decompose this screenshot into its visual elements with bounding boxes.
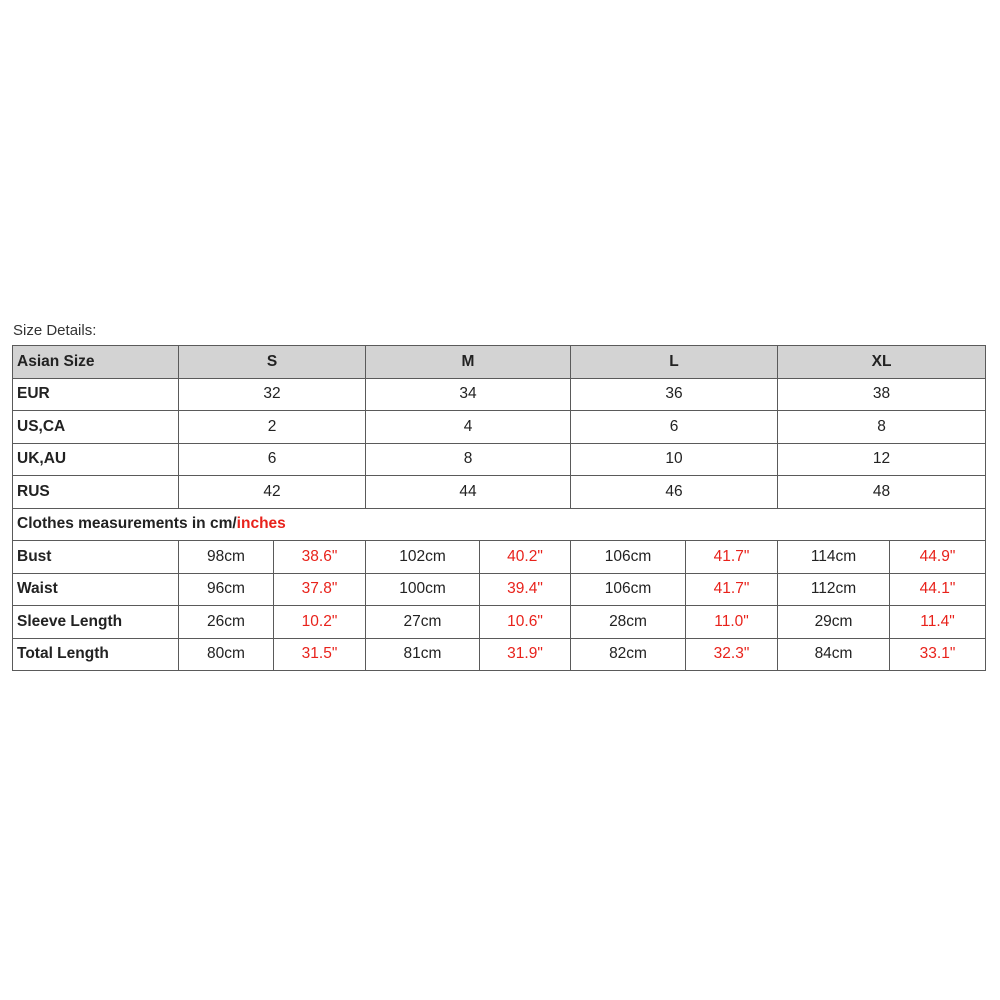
measurement-row-waist [13,573,986,606]
cm-cell: 112cm [778,573,890,606]
table-cell: 4 [366,411,571,444]
cm-cell: 29cm [778,606,890,639]
cm-cell: 106cm [571,541,686,574]
measurements-heading-prefix: Clothes measurements in cm/ [17,515,237,533]
inch-cell: 44.9" [890,541,986,574]
row-label: UK,AU [13,443,179,476]
row-label: EUR [13,378,179,411]
cm-cell: 82cm [571,638,686,671]
row-label: RUS [13,476,179,509]
measurements-heading [13,508,986,541]
table-cell: 34 [366,378,571,411]
conversion-row-eur [13,378,986,411]
row-label: Bust [13,541,179,574]
size-chart-table [12,345,986,671]
measurements-heading-row [13,508,986,541]
table-cell: 46 [571,476,778,509]
size-header-row [13,346,986,379]
table-cell: 2 [179,411,366,444]
inch-cell: 41.7" [686,573,778,606]
size-header-s: S [179,346,366,379]
cm-cell: 96cm [179,573,274,606]
conversion-row-us-ca [13,411,986,444]
inch-cell: 33.1" [890,638,986,671]
cm-cell: 84cm [778,638,890,671]
conversion-row-rus [13,476,986,509]
table-cell: 48 [778,476,986,509]
table-cell: 12 [778,443,986,476]
cm-cell: 114cm [778,541,890,574]
measurement-row-total-length [13,638,986,671]
inch-cell: 11.0" [686,606,778,639]
cm-cell: 100cm [366,573,480,606]
measurement-row-bust [13,541,986,574]
row-label: Waist [13,573,179,606]
cm-cell: 80cm [179,638,274,671]
cm-cell: 27cm [366,606,480,639]
table-cell: 42 [179,476,366,509]
size-header-xl: XL [778,346,986,379]
size-header-m: M [366,346,571,379]
measurement-row-sleeve-length [13,606,986,639]
table-cell: 8 [778,411,986,444]
size-details-caption: Size Details: [13,322,97,339]
inch-cell: 32.3" [686,638,778,671]
table-cell: 6 [179,443,366,476]
inch-cell: 10.2" [274,606,366,639]
row-label: Total Length [13,638,179,671]
cm-cell: 26cm [179,606,274,639]
table-cell: 38 [778,378,986,411]
table-cell: 6 [571,411,778,444]
inch-cell: 37.8" [274,573,366,606]
table-cell: 32 [179,378,366,411]
cm-cell: 106cm [571,573,686,606]
inch-cell: 40.2" [480,541,571,574]
row-label: US,CA [13,411,179,444]
inch-cell: 38.6" [274,541,366,574]
cm-cell: 81cm [366,638,480,671]
table-cell: 8 [366,443,571,476]
inch-cell: 10.6" [480,606,571,639]
inch-cell: 41.7" [686,541,778,574]
inch-cell: 11.4" [890,606,986,639]
measurements-heading-highlight: inches [236,515,286,533]
inch-cell: 44.1" [890,573,986,606]
table-cell: 44 [366,476,571,509]
inch-cell: 31.9" [480,638,571,671]
size-header-label: Asian Size [13,346,179,379]
table-cell: 36 [571,378,778,411]
cm-cell: 28cm [571,606,686,639]
inch-cell: 39.4" [480,573,571,606]
cm-cell: 102cm [366,541,480,574]
row-label: Sleeve Length [13,606,179,639]
table-cell: 10 [571,443,778,476]
conversion-row-uk-au [13,443,986,476]
cm-cell: 98cm [179,541,274,574]
inch-cell: 31.5" [274,638,366,671]
size-header-l: L [571,346,778,379]
